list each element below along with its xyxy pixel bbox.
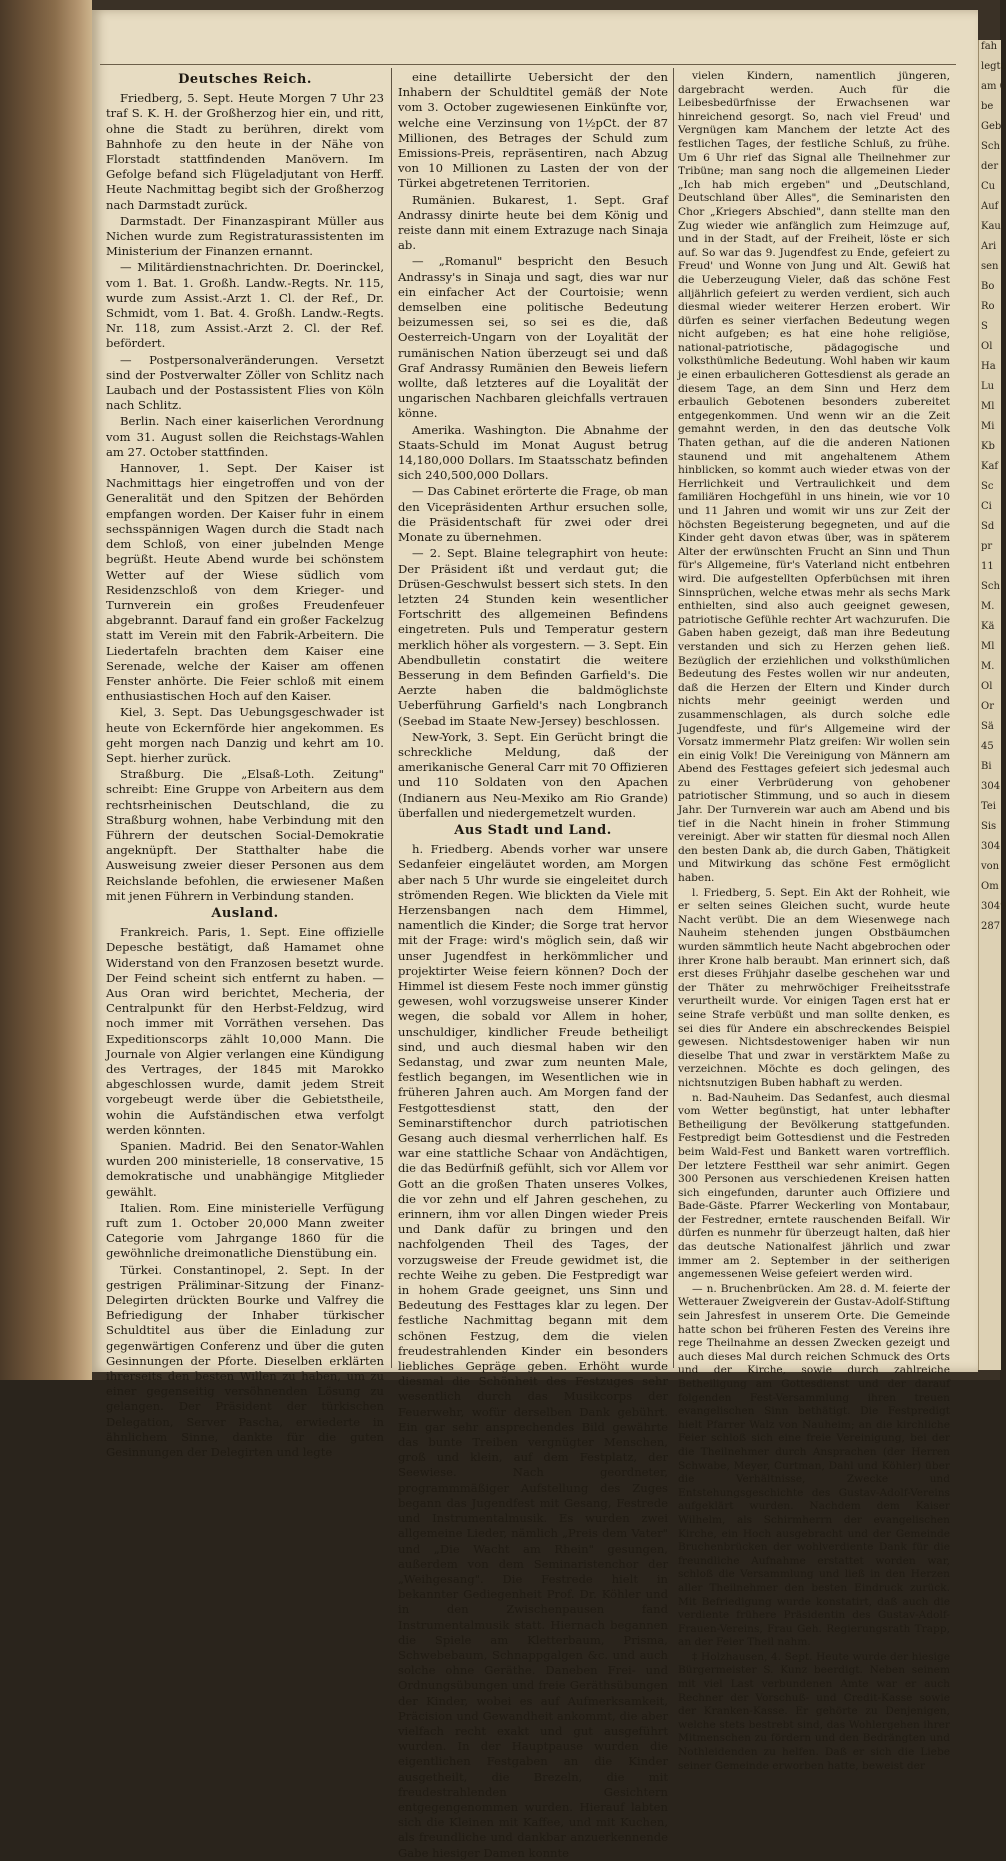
column-3-articles xyxy=(678,70,950,1773)
article-paragraph: vielen Kindern, namentlich jüngeren, dargebracht werden. Auch für die Leibesbedürfnisse der Erwachsenen war hinreichend gesorgt. So, nach viel Freud' und Vergnügen kam Manchem der letzte Act des festlichen Tages, der festliche Schluß, zu frühe. Um 6 Uhr rief das Signal alle Theilnehmer zur Tribüne; man sang noch die allgemeinen Lieder „Ich hab mich ergeben" und „Deutschland, Deutschland über Alles", die Seminaristen den Chor „Kriegers Abschied", dann stellte man den Zug wieder wie anfänglich zum Heimzuge auf, und in der Stadt, auf der Freiheit, löste er sich auf. So war das 9. Jugendfest zu Ende, gefeiert zu Freud' und Wonne von Jung und Alt. Gewiß hat die Ueberzeugung Vieler, daß das schöne Fest alljährlich gefeiert zu werden verdient, sich auch diesmal wieder weiterer Herzen erobert. Wir dürfen es seiner vierfachen Bedeutung wegen nicht aufgeben; es hat eine hohe religiöse, national-patriotische, pädagogische und volksthümliche Bedeutung. Wohl haben wir kaum je einen erbaulicheren Gottesdienst als gerade an diesem Tage, an dem Sinn und Herz dem erbaulich Gebotenen besonders zubereitet entgegenkommen. Und wenn wir an die Zeit gemahnt werden, in den das deutsche Volk Thaten gethan, auf die die anderen Nationen staunend und mit angehaltenem Athem hinblicken, so kommt auch wieder etwas von der Herrlichkeit und Vertraulichkeit und dem familiären Hochgefühl in uns hinein, wie vor 10 und 11 Jahren und womit wir uns zur Zeit der höchsten Begeisterung begegneten, und auf die Kinder geht davon etwas über, was in späterem Alter der erwünschten Frucht an Sinn und Thun für's Allgemeine, für's Vaterland nicht entbehren wird. Die aufgestellten Opferbüchsen mit ihren Sinnsprüchen, welche etwas mehr als sechs Mark enthielten, sind also auch geeignet gewesen, patriotische Gefühle rechter Art wachzurufen. Die Gaben haben gezeigt, daß man ihre Bedeutung verstanden und sich zu Herzen gehen ließ. Bezüglich der erziehlichen und volksthümlichen Bedeutung des Festes wollen wir nur andeuten, daß die Herzen der Eltern und Kinder durch nichts mehr geeinigt werden und zusammenschlagen, als durch solche edle Jugendfeste, und für's Allgemeine wird der Vorsatz immermehr Platz greifen: Wir wollen sein ein einig Volk! Die Vereinigung von Männern am Abend des Festtages gefeiert sich jedesmal auch zu einer Verbrüderung von gehobener patriotischer Stimmung, und so auch in diesem Jahr. Der Turnverein war auch am Abend und bis tief in die Nacht hinein in froher Stimmung vereinigt. Aber wir statten für diesmal noch Allen den besten Dank ab, die durch Gaben, Thätigkeit und Mitwirkung das schöne Fest ermöglicht haben. xyxy=(678,70,950,885)
adjacent-page-fragment: Bo xyxy=(981,281,995,292)
adjacent-page-fragment: Kb xyxy=(981,441,995,452)
adjacent-page-fragment: Lu xyxy=(981,381,995,392)
adjacent-page-fragment: Auf xyxy=(981,201,999,212)
adjacent-page-fragment: Sch xyxy=(981,141,1000,152)
adjacent-page-fragment: Ci xyxy=(981,501,992,512)
article-paragraph: — 2. Sept. Blaine telegraphirt von heute: Der Präsident ißt und verdaut gut; die Drüsen-Geschwulst bessert sich stets. In den letzten 24 Stunden kein wesentlicher Fortschritt des allgemeinen Befindens eingetreten. Puls und Temperatur gestern merklich höher als vorgestern. — 3. Sept. Ein Abendbulletin constatirt die weitere Besserung in dem Befinden Garfield's. Die Aerzte haben die baldmöglichste Ueberführung Garfield's nach Longbranch (Seebad im Staate New-Jersey) beschlossen. xyxy=(398,546,668,728)
adjacent-page-fragment: Mi xyxy=(981,421,995,432)
article-paragraph: l. Friedberg, 5. Sept. Ein Akt der Rohheit, wie er selten seines Gleichen sucht, wurde heute Nacht verübt. Die an dem Wiesenwege nach Nauheim stehenden jungen Obstbäumchen wurden sämmtlich heute Nacht abgebrochen oder ihrer Krone halb beraubt. Man erinnert sich, daß erst dieses Frühjahr daselbe geschehen war und der Thäter zu mehrwöchiger Freiheitsstrafe verurtheilt wurde. Vor einigen Tagen erst hat er seine Strafe verbüßt und man sollte denken, es sei dies für Andere ein abschreckendes Beispiel gewesen. Nichtsdestoweniger haben wir nun dieselbe That und zwar in verstärktem Maße zu verzeichnen. Möchte es doch gelingen, des nichtsnutzigen Buben habhaft zu werden. xyxy=(678,886,950,1089)
article-paragraph: — Postpersonalveränderungen. Versetzt sind der Postverwalter Zöller von Schlitz nach Laubach und der Postassistent Flies von Köln nach Schlitz. xyxy=(106,352,384,413)
adjacent-page-fragment: 287 xyxy=(981,921,1001,932)
article-paragraph: Berlin. Nach einer kaiserlichen Verordnung vom 31. August sollen die Reichstags-Wahlen am 27. October stattfinden. xyxy=(106,414,384,459)
adjacent-page-fragment: 304 xyxy=(981,841,1001,852)
article-paragraph: — n. Bruchenbrücken. Am 28. d. M. feierte der Wetterauer Zweigverein der Gustav-Adolf-Stiftung sein Jahresfest in unserem Orte. Die Gemeinde hatte schon bei früheren Festen des Vereins ihre rege Theilnahme an dessen Zwecken gezeigt und auch dieses Mal durch reichen Schmuck des Orts und der Kirche, sowie durch zahlreiche Betheiligung am Gottesdienst und der darauf folgenden Fest-Versammlung ihren treuen evangelischen Sinn bethätigt. Die Festpredigt hielt Pfarrer Walz von Nauheim; an die kirchliche Feier schloß sich eine freie Vereinigung, bei der die Theilnehmer durch Ansprachen (der Herren Schwabe, Meyer, Curtman, Dahl und Köhler) über die Verhältnisse, Zwecke und Entstehungsgeschichte des Gustav-Adolf-Vereins aufgeklärt wurden. Nachdem dem Kaiser Wilhelm, als Schirmherrn der evangelischen Kirche, ein Hoch ausgebracht und der Gemeinde Bruchenbrücken der wohlverdiente Dank für die freundliche Aufnahme erstattet worden war, schloß die Versammlung und ließ in den Herzen aller Theilnehmer den besten Eindruck zurück. Mit Befriedigung wurde konstatirt, daß auch die verdiente frühere Präsidentin des Gustav-Adolf-Frauen-Vereins, Frau Geh. Regierungsrath Trapp, an der Feier Theil nahm. xyxy=(678,1282,950,1649)
article-paragraph: Frankreich. Paris, 1. Sept. Eine offizielle Depesche bestätigt, daß Hamamet ohne Widerstand von den Franzosen besetzt wurde. Der Feind scheint sich entfernt zu haben. — Aus Oran wird berichtet, Mecheria, der Centralpunkt für den Herbst-Feldzug, wird noch immer mit Vorräthen versehen. Das Expeditionscorps zählt 10,000 Mann. Die Journale von Algier verlangen eine Kündigung des Vertrages, der 1845 mit Marokko abgeschlossen wurde, damit jedem Streit vorgebeugt werde über die Gebietstheile, wohin die Aufständischen etwa verfolgt werden könnten. xyxy=(106,925,384,1137)
adjacent-page-fragment: Kau xyxy=(981,221,1001,232)
adjacent-page-fragment: von xyxy=(981,861,1000,872)
article-paragraph: — Militärdienstnachrichten. Dr. Doerinckel, vom 1. Bat. 1. Großh. Landw.-Regts. Nr. 115, wurde zum Assist.-Arzt 1. Cl. der Ref., Dr. Schmidt, vom 1. Bat. 4. Großh. Landw.-Regts. Nr. 118, zum Assist.-Arzt 2. Cl. der Ref. befördert. xyxy=(106,260,384,351)
article-paragraph: Darmstadt. Der Finanzaspirant Müller aus Nichen wurde zum Registraturassistenten im Ministerium der Finanzen ernannt. xyxy=(106,213,384,259)
adjacent-page-fragment: M. xyxy=(981,601,995,612)
adjacent-page-fragment: legte xyxy=(981,61,1006,72)
column-2-articles xyxy=(398,70,668,821)
adjacent-page-fragment: Sis xyxy=(981,821,997,832)
column-2-local-articles xyxy=(398,842,668,1861)
adjacent-page-fragment: 3049 xyxy=(981,901,1006,912)
adjacent-page-fragment: der xyxy=(981,161,999,172)
adjacent-page-fragment: Kaf xyxy=(981,461,999,472)
adjacent-page-fragment: Om xyxy=(981,881,999,892)
adjacent-page-fragment: Ml xyxy=(981,401,995,412)
article-paragraph: — Das Cabinet erörterte die Frage, ob man den Vicepräsidenten Arthur ersuchen solle, die Präsidentschaft für zwei oder drei Monate zu übernehmen. xyxy=(398,484,668,545)
adjacent-page-fragment: Sch xyxy=(981,581,1000,592)
article-paragraph: Italien. Rom. Eine ministerielle Verfügung ruft zum 1. October 20,000 Mann zweiter Categorie vom Jahrgange 1860 für die gewöhnliche dreimonatliche Dienstübung ein. xyxy=(106,1200,384,1261)
article-paragraph: n. Bad-Nauheim. Das Sedanfest, auch diesmal vom Wetter begünstigt, hat unter lebhafter Betheiligung der Bevölkerung stattgefunden. Festpredigt beim Gottesdienst und die Festreden beim Wald-Fest und Bankett waren vortrefflich. Der letztere Festtheil war sehr animirt. Gegen 300 Personen aus verschiedenen Kreisen hatten sich eingefunden, darunter auch Offiziere und Bade-Gäste. Pfarrer Weckerling von Montabaur, der Festredner, erntete rauschenden Beifall. Wir dürfen es nunmehr für überzeugt halten, daß hier das deutsche Nationalfest jährlich und zwar immer am 2. September in der seitherigen angemessenen Weise gefeiert werden wird. xyxy=(678,1091,950,1281)
article-paragraph: Rumänien. Bukarest, 1. Sept. Graf Andrassy dinirte heute bei dem König und reiste dann mit einem Extrazuge nach Sinaja ab. xyxy=(398,192,668,253)
adjacent-page-fragment: 45 xyxy=(981,741,994,752)
article-paragraph: Amerika. Washington. Die Abnahme der Staats-Schuld im Monat August betrug 14,180,000 Dollars. Im Staatsschatz befinden sich 240,500,000 Dollars. xyxy=(398,422,668,483)
article-paragraph: ‡ Holzhausen, 4. Sept. Heute wurde der hiesige Bürgermeister S. Kunz beerdigt. Neben seinem mit viel Last verbundenen Amte war er auch Rechner der Vorschuß- und Credit-Kasse sowie der Kranken-Kasse. Er gehörte zu Denjenigen, welche stets bestrebt sind, das Wohlergehen ihrer Mitmenschen zu fördern und den Bedrängten und Nothleidenden zu helfen. Daß er sich die Liebe seiner Gemeinde erworben hatte, beweist der xyxy=(678,1650,950,1772)
article-paragraph: h. Friedberg. Abends vorher war unsere Sedanfeier eingeläutet worden, am Morgen aber nach 5 Uhr wurde sie eingeleitet durch strömenden Regen. Wie blickten da Viele mit Herzensbangen nach dem Himmel, namentlich die Kinder; die Sorge trat hervor mit der Frage: wird's möglich sein, daß wir unser Jugendfest in herkömmlicher und projektirter Weise feiern können? Doch der Himmel ist diesem Feste noch immer günstig gewesen, wohl vorzugsweise unserer Kinder wegen, die sobald vor Allem in hoher, unschuldiger, kindlicher Freude betheiligt sind, und auch diesmal haben wir den Sedanstag, und zwar zum neunten Male, festlich begangen, im Wesentlichen wie in früheren Jahren auch. Am Morgen fand der Festgottesdienst statt, den der Seminarstiftenchor durch patriotischen Gesang auch diesmal verherrlichen half. Es war eine stattliche Schaar von Andächtigen, die das Bedürfniß gefühlt, sich vor Allem vor Gott an die großen Thaten unseres Volkes, die vor zehn und elf Jahren geschehen, zu erinnern, ihm vor allen Dingen wieder Preis und Dank dafür zu bringen und den nachfolgenden Theil des Tages, der vorzugsweise der Freude gewidmet ist, die rechte Weihe zu geben. Die Festpredigt war in hohem Grade geeignet, uns Sinn und Bedeutung des Festtages klar zu legen. Der festliche Nachmittag begann mit dem schönen Festzug, dem die vielen freudestrahlenden Kinder ein besonders liebliches Gepräge geben. Erhöht wurde diesmal die Schönheit des Festzuges sehr wesentlich durch das Musikcorps der Feuerwehr, wofür derselben Dank gebührt. Ein gar sehr ansprechendes Bild gewährte das bunte Treiben vergnügter Menschen, groß und klein, auf dem Festplatz, der Seewiese. Nach geordneter, programmmäßiger Aufstellung des Zuges begann das Jugendfest mit Gesang, Festrede und Instrumentalmusik. Es wurden zwei allgemeine Lieder, nämlich „Preis dem Vater" und „Die Wacht am Rhein" gesungen, außerdem von dem Seminaristenchor der „Weihgesang". Die Festrede hielt in bekannter Gediegenheit Prof. Dr. Köhler und in den Zwischenpausen fand Instrumentalmusik statt. Hiernach begannen die Spiele am Kletterbaum, Prisma, Schwebebaum, Schnappgalgen &c. und auch solche ohne Geräthe. Daneben Frei- und Ordnungsübungen und freie Geräthsübungen der Kinder, wobei es auf Aufmerksamkeit, Präcision und Gewandheit ankommt, die aber vielfach recht exakt und gut ausgeführt wurden. In der Hauptpause wurden die eigentlichen Festgaben an die Kinder ausgetheilt, die Brezeln, die mit freudestrahlenden Gesichtern entgegengenommen wurden. Hierauf labten sich die Kleinen mit Kaffee, und mit Kuchen, als freundliche und dankbar anzuerkennende Gabe hiesiger Damen konnte xyxy=(398,842,668,1860)
adjacent-page-fragment: pr xyxy=(981,541,993,552)
adjacent-page-fragment: Cu xyxy=(981,181,996,192)
adjacent-page-fragment: fah xyxy=(981,41,998,52)
article-paragraph: Kiel, 3. Sept. Das Uebungsgeschwader ist heute von Eckernförde hier angekommen. Es geht morgen nach Danzig und kehrt am 10. Sept. hierher zurück. xyxy=(106,705,384,765)
article-paragraph: Türkei. Constantinopel, 2. Sept. In der gestrigen Präliminar-Sitzung der Finanz-Delegirten drückten Bourke und Valfrey die Befriedigung der Inhaber türkischer Schuldtitel aus über die Einladung zur gegenwärtigen Conferenz und über die guten Gesinnungen der Pforte. Dieselben erklärten ihrerseits den besten Willen zu haben, um zu einer gegenseitig versöhnenden Lösung zu gelangen. Der Präsident der türkischen Delegation, Server Pascha, erwiederte in ähnlichem Sinne, dankte für die guten Gesinnungen der Delegirten und legte xyxy=(106,1262,384,1460)
adjacent-page-fragment: be xyxy=(981,101,994,112)
column-rule xyxy=(673,68,674,1368)
column-1-foreign-articles xyxy=(106,925,384,1460)
article-paragraph: Straßburg. Die „Elsaß-Loth. Zeitung" schreibt: Eine Gruppe von Arbeitern aus dem rechtsrheinischen Deutschland, die zu Straßburg wohnen, habe Verbindung mit den Führern der deutschen Social-Demokratie angeknüpft. Der Statthalter habe die Ausweisung zweier dieser Personen aus dem Reichslande befohlen, die erwiesener Maßen mit jenen Führern in Verbindung standen. xyxy=(106,767,384,903)
adjacent-page-fragment: Ol xyxy=(981,341,993,352)
adjacent-page-fragment: S xyxy=(981,321,988,332)
column-3 xyxy=(678,70,950,1772)
adjacent-page-fragment: Tei xyxy=(981,801,997,812)
book-binding xyxy=(0,0,92,1380)
adjacent-page-fragment: Sd xyxy=(981,521,995,532)
article-paragraph: Friedberg, 5. Sept. Heute Morgen 7 Uhr 23 traf S. K. H. der Großherzog hier ein, und ritt, ohne die Stadt zu berühren, direkt vom Bahnhofe zu den heute in der Nähe von Florstadt stattfindenden Manövern. Im Gefolge befand sich Flügeladjutant von Herff. Heute Nachmittag begibt sich der Großherzog nach Darmstadt zurück. xyxy=(106,91,384,212)
article-paragraph: New-York, 3. Sept. Ein Gerücht bringt die schreckliche Meldung, daß der amerikanische General Carr mit 70 Offizieren und 110 Soldaten von den Apachen (Indianern aus Neu-Mexiko am Rio Grande) überfallen und niedergemetzelt wurden. xyxy=(398,729,668,820)
adjacent-page-fragment: Ari xyxy=(981,241,997,252)
adjacent-page-fragment: 11 xyxy=(981,561,994,572)
section-heading-ausland: Ausland. xyxy=(211,905,279,921)
adjacent-page-fragment: Bi xyxy=(981,761,992,772)
adjacent-page-fragment: Sä xyxy=(981,721,994,732)
adjacent-page-fragment: Sc xyxy=(981,481,994,492)
column-1 xyxy=(106,70,384,1460)
article-paragraph: Hannover, 1. Sept. Der Kaiser ist Nachmittags hier eingetroffen und von der Generalität und den Spitzen der Behörden empfangen worden. Der Kaiser fuhr in einem sechsspännigen Wagen durch die Stadt nach dem Schloß, von einer jubelnden Menge begrüßt. Heute Abend wurde bei schönstem Wetter auf der Wiese südlich vom Residenzschloß von dem Krieger- und Turnverein ein großes Freudenfeuer abgebrannt. Darauf fand ein großer Fackelzug statt im Verein mit den Fabrik-Arbeitern. Die Liedertafeln brachten dem Kaiser eine Serenade, welche der Kaiser am offenen Fenster anhörte. Die Feier schloß mit einem enthusiastischen Hoch auf den Kaiser. xyxy=(106,461,384,704)
adjacent-page-fragment: sen xyxy=(981,261,999,272)
adjacent-page-fragment: Or xyxy=(981,701,994,712)
section-heading-aus-stadt-und-land: Aus Stadt und Land. xyxy=(454,822,612,838)
column-rule xyxy=(391,68,392,1368)
article-paragraph: eine detaillirte Uebersicht der den Inhabern der Schuldtitel gemäß der Note vom 3. October zugewiesenen Einkünfte vor, welche eine Verzinsung von 1½pCt. der 87 Millionen, des Betrages der Schuld zum Emissions-Preis, repräsentiren, nach Abzug von 10 Millionen zu Lasten der von der Türkei abgetretenen Territorien. xyxy=(398,70,668,191)
adjacent-page-fragment: 304 xyxy=(981,781,1001,792)
article-paragraph: Spanien. Madrid. Bei den Senator-Wahlen wurden 200 ministerielle, 18 conservative, 15 demokratische und unabhängige Mitglieder gewählt. xyxy=(106,1139,384,1199)
column-2 xyxy=(398,70,668,1860)
adjacent-page-fragment: am 6 xyxy=(981,81,1006,92)
adjacent-page-fragment: Kä xyxy=(981,621,995,632)
adjacent-page-fragment: M. xyxy=(981,661,995,672)
adjacent-page-edge xyxy=(978,40,1006,1370)
adjacent-page-fragment: Ro xyxy=(981,301,995,312)
section-heading-deutsches-reich: Deutsches Reich. xyxy=(178,72,312,87)
adjacent-page-fragment: Geb xyxy=(981,121,1002,132)
adjacent-page-fragment: Ha xyxy=(981,361,996,372)
adjacent-page-fragment: Ol xyxy=(981,681,993,692)
column-1-articles xyxy=(106,91,384,904)
article-paragraph: — „Romanul" bespricht den Besuch Andrassy's in Sinaja und sagt, dies war nur ein einfacher Act der Courtoisie; wenn demselben eine politische Bedeutung beizumessen sei, so sei es die, daß Oesterreich-Ungarn von der Loyalität der rumänischen Nation überzeugt sei und daß Graf Andrassy Rumänien den Beweis liefern wollte, daß letzteres auf die Loyalität der ungarischen Nachbaren gleichfalls vertrauen könne. xyxy=(398,254,668,421)
header-rule xyxy=(100,64,956,65)
adjacent-page-fragment: Ml xyxy=(981,641,995,652)
